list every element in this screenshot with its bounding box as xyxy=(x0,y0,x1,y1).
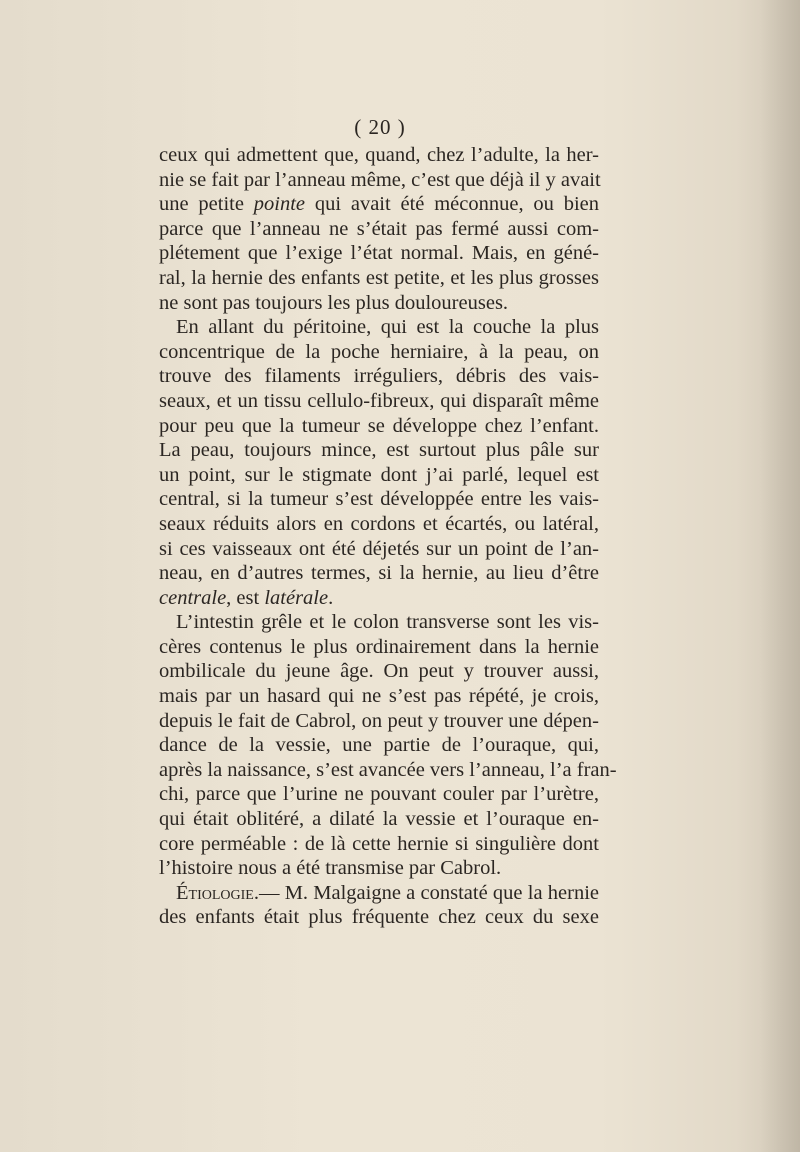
text-line: depuis le fait de Cabrol, on peut y trouver une dépen- xyxy=(159,709,599,732)
text-line: concentrique de la poche herniaire, à la peau, on xyxy=(159,340,599,363)
text-line: En allant du péritoine, qui est la couche la plus xyxy=(176,316,599,339)
text-line: ombilicale du jeune âge. On peut y trouver aussi, xyxy=(159,660,599,683)
body-text xyxy=(159,143,617,930)
section-heading: Étiologie. xyxy=(176,881,259,904)
text-line: l’histoire nous a été transmise par Cabrol. xyxy=(159,857,502,880)
text-line: L’intestin grêle et le colon transverse sont les vis- xyxy=(176,611,599,634)
text-line: seaux réduits alors en cordons et écartés, ou latéral, xyxy=(159,512,599,535)
text-line: des enfants était plus fréquente chez ceux du sexe xyxy=(159,906,599,929)
italic-word: centrale xyxy=(159,586,227,609)
text-line: après la naissance, s’est avancée vers l’anneau, l’a fran- xyxy=(159,758,617,781)
text-line: parce que l’anneau ne s’était pas fermé aussi com- xyxy=(159,217,599,240)
text-line xyxy=(159,192,599,217)
text-line: pour peu que la tumeur se développe chez l’enfant. xyxy=(159,414,599,437)
text-line: La peau, toujours mince, est surtout plus pâle sur xyxy=(159,439,599,462)
page-edge-shadow xyxy=(760,0,800,1152)
italic-word: pointe xyxy=(253,193,306,216)
text-line: seaux, et un tissu cellulo-fibreux, qui disparaît même xyxy=(159,389,599,412)
text-line: chi, parce que l’urine ne pouvant couler par l’urètre, xyxy=(159,783,599,806)
text-line xyxy=(159,881,599,906)
text-line: trouve des filaments irréguliers, débris des vais- xyxy=(159,365,599,388)
text-run: , est xyxy=(226,586,265,609)
page-number: ( 20 ) xyxy=(354,115,406,139)
text-line: ral, la hernie des enfants est petite, et les plus grosses xyxy=(159,266,599,289)
text-line: un point, sur le stigmate dont j’ai parlé, lequel est xyxy=(159,463,599,486)
text-run: une petite xyxy=(159,193,254,216)
text-run: — M. Malgaigne a constaté que la hernie xyxy=(258,881,599,904)
text-line xyxy=(159,586,599,611)
text-run: qui avait été méconnue, ou bien xyxy=(305,193,599,216)
text-line: nie se fait par l’anneau même, c’est que déjà il y avait xyxy=(159,168,601,191)
text-line: si ces vaisseaux ont été déjetés sur un point de l’an- xyxy=(159,537,599,560)
text-line: ne sont pas toujours les plus douloureuses. xyxy=(159,291,509,314)
text-line: ceux qui admettent que, quand, chez l’adulte, la her- xyxy=(159,144,599,166)
text-line: dance de la vessie, une partie de l’ouraque, qui, xyxy=(159,734,599,757)
text-line: neau, en d’autres termes, si la hernie, au lieu d’être xyxy=(159,562,599,585)
text-line: core perméable : de là cette hernie si singulière dont xyxy=(159,832,599,855)
text-line: mais par un hasard qui ne s’est pas répété, je crois, xyxy=(159,685,599,708)
italic-word: latérale xyxy=(264,586,329,609)
text-line: qui était oblitéré, a dilaté la vessie et l’ouraque en- xyxy=(159,808,599,831)
text-line: central, si la tumeur s’est développée entre les vais- xyxy=(159,488,599,511)
text-run: . xyxy=(328,586,334,609)
text-line: cères contenus le plus ordinairement dans la hernie xyxy=(159,635,599,658)
text-line: plétement que l’exige l’état normal. Mais, en géné- xyxy=(159,242,599,265)
